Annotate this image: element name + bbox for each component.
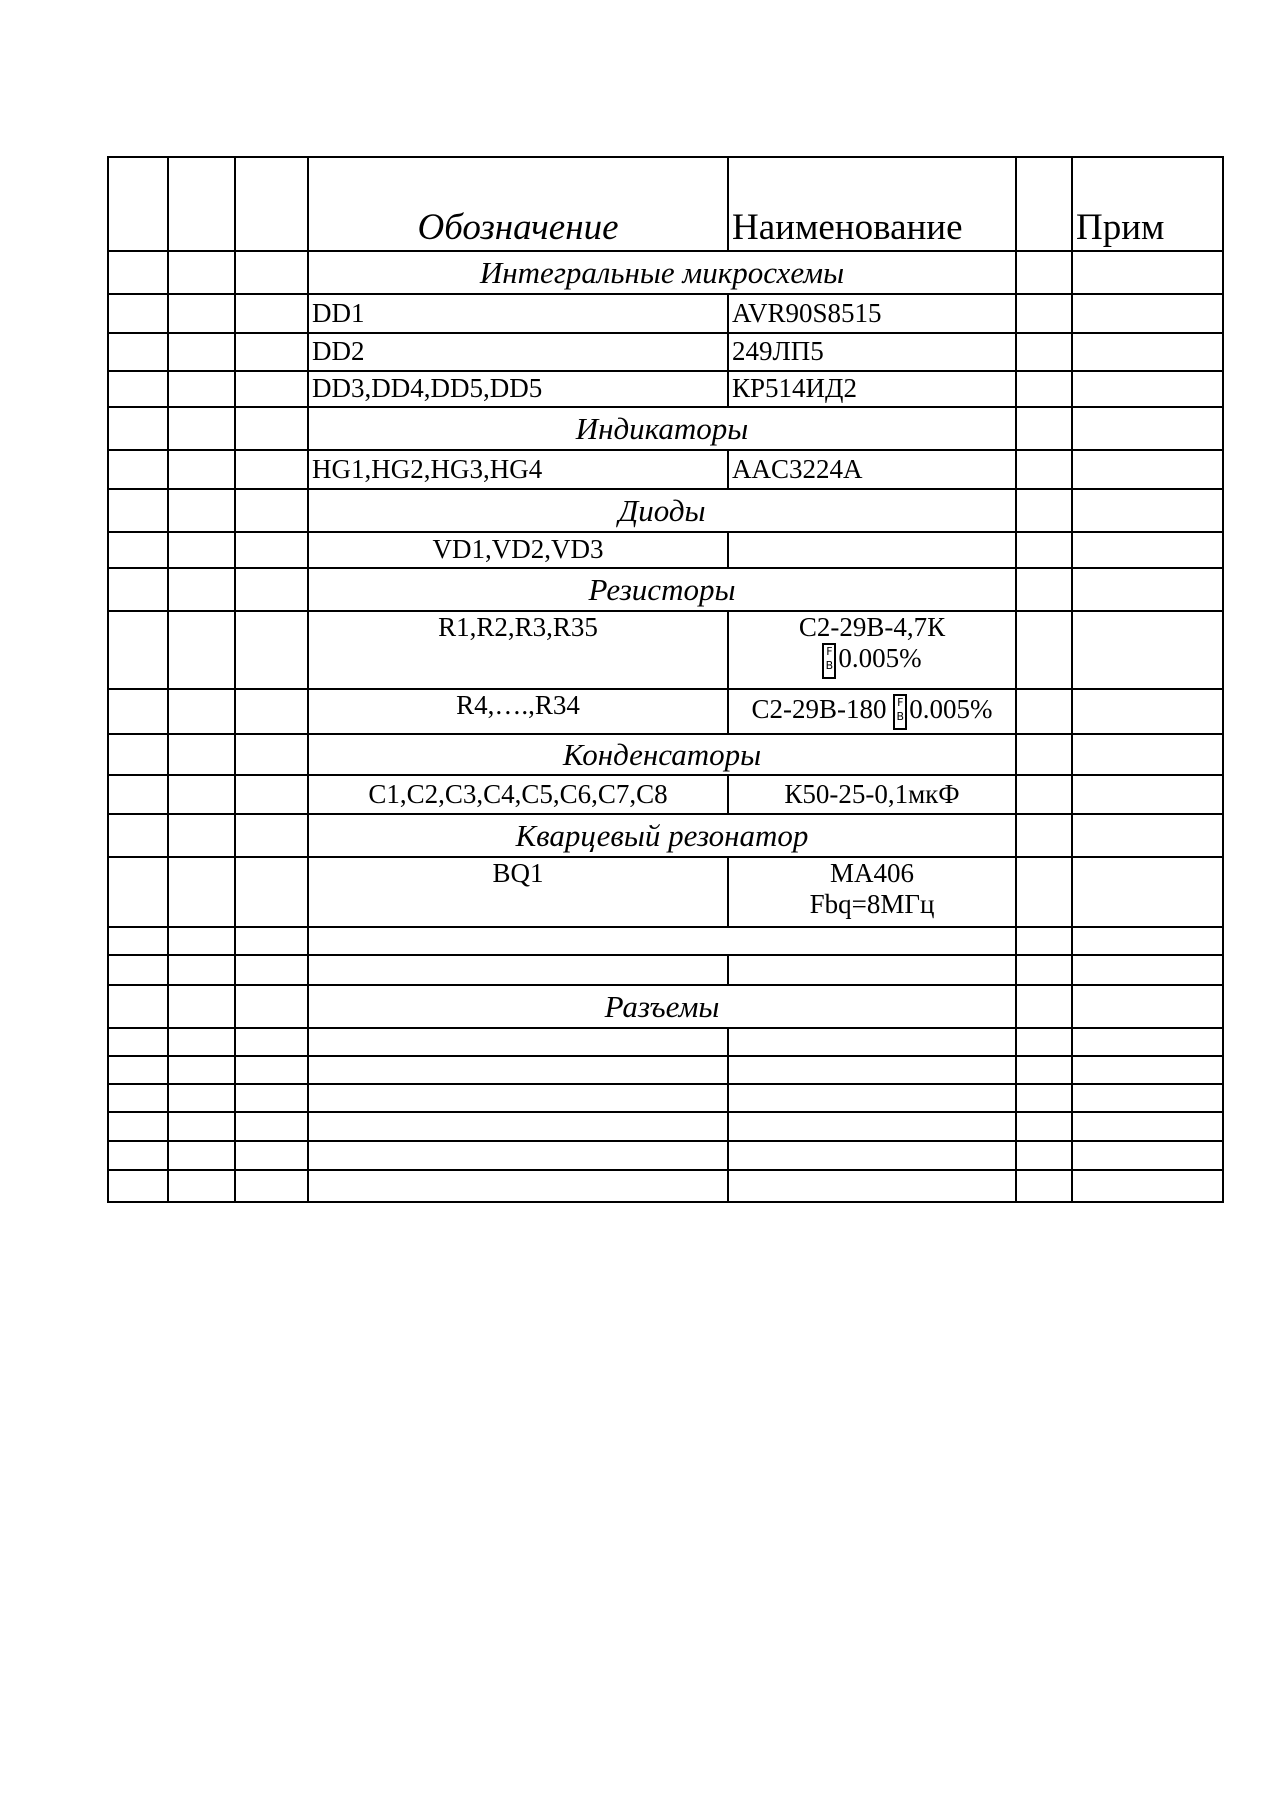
designation-cell: DD1 [308, 294, 728, 333]
designation-cell: C1,C2,C3,C4,C5,C6,C7,C8 [308, 775, 728, 814]
table-row [108, 955, 1223, 985]
empty-cell [235, 1056, 308, 1084]
empty-cell [308, 1141, 728, 1170]
empty-cell [168, 1028, 235, 1056]
header-name: Наименование [728, 157, 1016, 251]
empty-cell [1072, 532, 1223, 568]
table-row [108, 775, 1223, 814]
empty-cell [108, 611, 168, 689]
empty-cell [728, 1056, 1016, 1084]
empty-cell [168, 927, 235, 955]
name-cell: 249ЛП5 [728, 333, 1016, 371]
empty-cell [1016, 814, 1072, 857]
section-row [108, 814, 1223, 857]
name-cell [728, 611, 1016, 689]
empty-cell [1072, 568, 1223, 611]
empty-cell [108, 1170, 168, 1202]
empty-cell [1072, 407, 1223, 450]
empty-cell [108, 1028, 168, 1056]
empty-cell [728, 1028, 1016, 1056]
table-row [108, 294, 1223, 333]
name-cell: AAC3224A [728, 450, 1016, 489]
empty-cell [308, 927, 1016, 955]
empty-cell [308, 1170, 728, 1202]
empty-cell [108, 294, 168, 333]
empty-cell [1016, 371, 1072, 407]
empty-cell [108, 489, 168, 532]
empty-cell [108, 333, 168, 371]
empty-cell [235, 333, 308, 371]
section-title-resistors: Резисторы [308, 568, 1016, 611]
empty-cell [1016, 985, 1072, 1028]
empty-cell [168, 489, 235, 532]
empty-cell [1016, 955, 1072, 985]
empty-cell [108, 532, 168, 568]
empty-cell [1016, 1112, 1072, 1141]
empty-cell [168, 532, 235, 568]
empty-cell [168, 1141, 235, 1170]
empty-cell [1072, 1084, 1223, 1112]
empty-cell [1016, 611, 1072, 689]
empty-cell [1072, 1056, 1223, 1084]
empty-cell [728, 1112, 1016, 1141]
empty-cell [235, 1141, 308, 1170]
empty-cell [108, 568, 168, 611]
empty-cell [308, 1112, 728, 1141]
section-title-indicators: Индикаторы [308, 407, 1016, 450]
empty-cell [308, 1028, 728, 1056]
empty-cell [1072, 450, 1223, 489]
empty-cell [168, 689, 235, 734]
empty-cell [235, 814, 308, 857]
missing-glyph-box: F B [822, 643, 836, 679]
empty-cell [108, 1084, 168, 1112]
empty-cell [1016, 489, 1072, 532]
empty-cell [1016, 532, 1072, 568]
empty-cell [235, 611, 308, 689]
empty-cell [1016, 157, 1072, 251]
empty-cell [168, 1056, 235, 1084]
empty-cell [1072, 333, 1223, 371]
empty-cell [1072, 1141, 1223, 1170]
empty-cell [168, 371, 235, 407]
empty-cell [235, 251, 308, 294]
empty-cell [1016, 927, 1072, 955]
empty-cell [1016, 1170, 1072, 1202]
empty-cell [108, 734, 168, 775]
section-title-diodes: Диоды [308, 489, 1016, 532]
empty-cell [1072, 251, 1223, 294]
table-row [108, 1112, 1223, 1141]
empty-cell [235, 371, 308, 407]
empty-cell [1016, 1084, 1072, 1112]
name-line: F B 0.005% [732, 643, 1012, 679]
empty-cell [168, 294, 235, 333]
empty-cell [235, 955, 308, 985]
section-row [108, 568, 1223, 611]
empty-cell [728, 1170, 1016, 1202]
empty-cell [308, 1056, 728, 1084]
empty-cell [108, 955, 168, 985]
empty-cell [108, 775, 168, 814]
table-row [108, 450, 1223, 489]
empty-cell [108, 450, 168, 489]
empty-cell [168, 857, 235, 927]
empty-cell [168, 814, 235, 857]
name-line: MA406 [829, 858, 914, 888]
empty-cell [168, 955, 235, 985]
specification-table [107, 156, 1224, 1203]
empty-cell [235, 1170, 308, 1202]
empty-cell [235, 857, 308, 927]
table-row [108, 1141, 1223, 1170]
table-row [108, 1170, 1223, 1202]
table-row [108, 927, 1223, 955]
empty-cell [308, 955, 728, 985]
header-designation: Обозначение [308, 157, 728, 251]
designation-cell: DD3,DD4,DD5,DD5 [308, 371, 728, 407]
empty-cell [1072, 927, 1223, 955]
name-cell: AVR90S8515 [728, 294, 1016, 333]
designation-cell: BQ1 [308, 857, 728, 927]
empty-cell [1072, 371, 1223, 407]
designation-cell: DD2 [308, 333, 728, 371]
empty-cell [1072, 1170, 1223, 1202]
empty-cell [1072, 611, 1223, 689]
section-row [108, 489, 1223, 532]
empty-cell [1072, 734, 1223, 775]
designation-cell: R1,R2,R3,R35 [308, 611, 728, 689]
empty-cell [235, 532, 308, 568]
empty-cell [235, 927, 308, 955]
empty-cell [1072, 955, 1223, 985]
name-line: Fbq=8МГц [809, 889, 935, 920]
empty-cell [1072, 814, 1223, 857]
empty-cell [235, 689, 308, 734]
name-cell [728, 857, 1016, 927]
empty-cell [108, 1112, 168, 1141]
name-cell: С2-29В-180 F B 0.005% [728, 689, 1016, 734]
empty-cell [168, 985, 235, 1028]
empty-cell [168, 251, 235, 294]
table-header-row [108, 157, 1223, 251]
empty-cell [235, 985, 308, 1028]
empty-cell [168, 1084, 235, 1112]
empty-cell [1072, 489, 1223, 532]
empty-cell [235, 568, 308, 611]
empty-cell [1016, 857, 1072, 927]
section-title-capacitors: Конденсаторы [308, 734, 1016, 775]
empty-cell [1016, 251, 1072, 294]
empty-cell [1072, 1112, 1223, 1141]
empty-cell [1016, 333, 1072, 371]
section-row [108, 734, 1223, 775]
empty-cell [1072, 689, 1223, 734]
empty-cell [1016, 407, 1072, 450]
empty-cell [108, 251, 168, 294]
section-title-connectors: Разъемы [308, 985, 1016, 1028]
empty-cell [168, 450, 235, 489]
empty-cell [728, 1141, 1016, 1170]
empty-cell [235, 734, 308, 775]
table-row [108, 857, 1223, 927]
empty-cell [1016, 1141, 1072, 1170]
empty-cell [728, 1084, 1016, 1112]
table-row [108, 689, 1223, 734]
section-row [108, 407, 1223, 450]
empty-cell [168, 1112, 235, 1141]
empty-cell [108, 927, 168, 955]
empty-cell [235, 157, 308, 251]
empty-cell [235, 489, 308, 532]
empty-cell [728, 955, 1016, 985]
empty-cell [1016, 568, 1072, 611]
empty-cell [235, 294, 308, 333]
name-cell: К50-25-0,1мкФ [728, 775, 1016, 814]
missing-glyph-box: F B [893, 694, 907, 730]
empty-cell [168, 407, 235, 450]
empty-cell [108, 1141, 168, 1170]
table-row [108, 532, 1223, 568]
empty-cell [1072, 985, 1223, 1028]
empty-cell [235, 450, 308, 489]
empty-cell [1016, 294, 1072, 333]
empty-cell [308, 1084, 728, 1112]
empty-cell [1072, 294, 1223, 333]
empty-cell [108, 814, 168, 857]
empty-cell [235, 1028, 308, 1056]
empty-cell [108, 407, 168, 450]
name-line: С2-29В-4,7К [798, 612, 946, 642]
table-row [108, 333, 1223, 371]
empty-cell [1016, 775, 1072, 814]
empty-cell [1016, 1056, 1072, 1084]
empty-cell [235, 407, 308, 450]
designation-cell: R4,….,R34 [308, 689, 728, 734]
section-row [108, 985, 1223, 1028]
section-title-crystal: Кварцевый резонатор [308, 814, 1016, 857]
name-cell [728, 532, 1016, 568]
empty-cell [168, 611, 235, 689]
designation-cell: HG1,HG2,HG3,HG4 [308, 450, 728, 489]
empty-cell [168, 157, 235, 251]
empty-cell [168, 775, 235, 814]
table-row [108, 1028, 1223, 1056]
designation-cell: VD1,VD2,VD3 [308, 532, 728, 568]
empty-cell [108, 157, 168, 251]
table-row [108, 1056, 1223, 1084]
empty-cell [1072, 775, 1223, 814]
empty-cell [168, 568, 235, 611]
empty-cell [108, 1056, 168, 1084]
empty-cell [168, 1170, 235, 1202]
section-title-ic: Интегральные микросхемы [308, 251, 1016, 294]
empty-cell [108, 857, 168, 927]
empty-cell [108, 689, 168, 734]
empty-cell [1016, 1028, 1072, 1056]
table-row [108, 1084, 1223, 1112]
table-row [108, 371, 1223, 407]
empty-cell [1016, 689, 1072, 734]
empty-cell [235, 1084, 308, 1112]
empty-cell [108, 985, 168, 1028]
header-note: Прим [1072, 157, 1223, 251]
table-row [108, 611, 1223, 689]
empty-cell [108, 371, 168, 407]
empty-cell [1016, 450, 1072, 489]
empty-cell [168, 333, 235, 371]
empty-cell [1016, 734, 1072, 775]
empty-cell [235, 775, 308, 814]
empty-cell [1072, 857, 1223, 927]
empty-cell [168, 734, 235, 775]
empty-cell [235, 1112, 308, 1141]
section-row [108, 251, 1223, 294]
name-cell: КР514ИД2 [728, 371, 1016, 407]
empty-cell [1072, 1028, 1223, 1056]
